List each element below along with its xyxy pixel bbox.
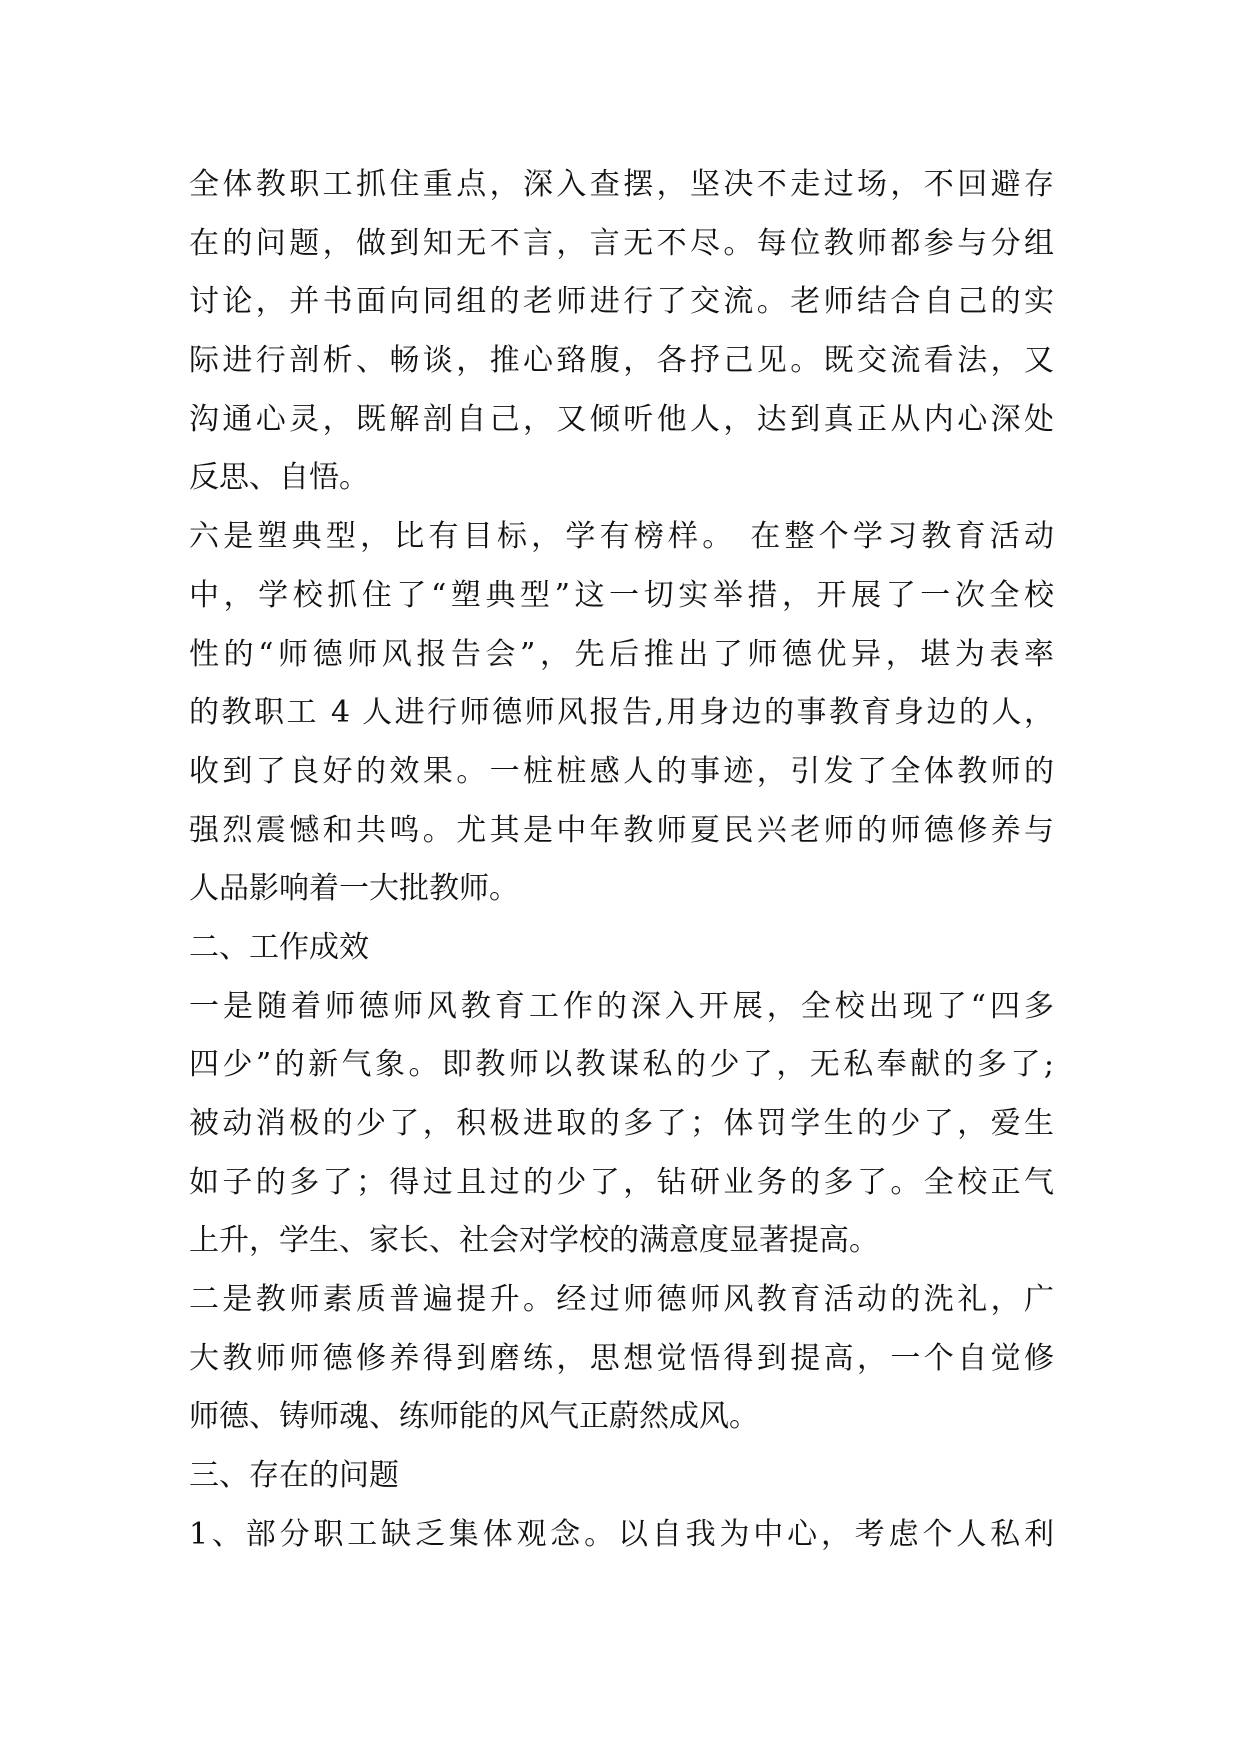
text-line: 际进行剖析、畅谈，推心臵腹，各抒己见。既交流看法，又 [189, 343, 1054, 379]
paragraph-results-one [189, 978, 1054, 1271]
text-line: 被动消极的少了，积极进取的多了；体罚学生的少了，爱生 [189, 1106, 1054, 1141]
text-line: 师德、铸师魂、练师能的风气正蔚然成风。 [189, 1399, 759, 1435]
paragraph-results-two [189, 1271, 1054, 1447]
text-line: 大教师师德修养得到磨练，思想觉悟得到提高，一个自觉修 [189, 1340, 1054, 1376]
text-line: 上升，学生、家长、社会对学校的满意度显著提高。 [189, 1223, 879, 1259]
text-line: 全体教职工抓住重点，深入查摆，坚决不走过场，不回避存 [189, 167, 1054, 202]
section-heading: 三、存在的问题 [189, 1458, 399, 1494]
paragraph-problem-one [189, 1506, 1054, 1565]
text-line: 如子的多了；得过且过的少了，钻研业务的多了。全校正气 [189, 1164, 1054, 1200]
body-text [189, 156, 1054, 1565]
text-line: 性的“师德师风报告会”，先后推出了师德优异，堪为表率 [189, 636, 1054, 672]
text-line: 1、部分职工缺乏集体观念。以自我为中心，考虑个人私利 [189, 1516, 1054, 1552]
text-line: 沟通心灵，既解剖自己，又倾听他人，达到真正从内心深处 [189, 401, 1054, 437]
text-line: 的教职工 4 人进行师德师风报告,用身边的事教育身边的人， [189, 695, 1054, 731]
text-line: 中，学校抓住了“塑典型”这一切实举措，开展了一次全校 [189, 577, 1054, 613]
text-line: 四少”的新气象。即教师以教谋私的少了，无私奉献的多了; [189, 1047, 1054, 1083]
section-heading-results [189, 919, 1054, 978]
text-line: 一是随着师德师风教育工作的深入开展，全校出现了“四多 [189, 988, 1054, 1024]
section-heading-problems [189, 1447, 1054, 1506]
paragraph-continued [189, 156, 1054, 508]
section-heading: 二、工作成效 [189, 929, 369, 965]
text-line: 讨论，并书面向同组的老师进行了交流。老师结合自己的实 [189, 284, 1054, 320]
paragraph-model-teachers [189, 508, 1054, 919]
text-line: 在的问题，做到知无不言，言无不尽。每位教师都参与分组 [189, 225, 1054, 261]
text-line: 人品影响着一大批教师。 [189, 871, 519, 907]
text-line: 二是教师素质普遍提升。经过师德师风教育活动的洗礼，广 [189, 1282, 1054, 1318]
text-line: 六是塑典型，比有目标，学有榜样。 在整个学习教育活动 [189, 519, 1054, 555]
text-line: 强烈震憾和共鸣。尤其是中年教师夏民兴老师的师德修养与 [189, 812, 1054, 848]
text-line: 反思、自悟。 [189, 460, 369, 496]
text-line: 收到了良好的效果。一桩桩感人的事迹，引发了全体教师的 [189, 753, 1054, 789]
